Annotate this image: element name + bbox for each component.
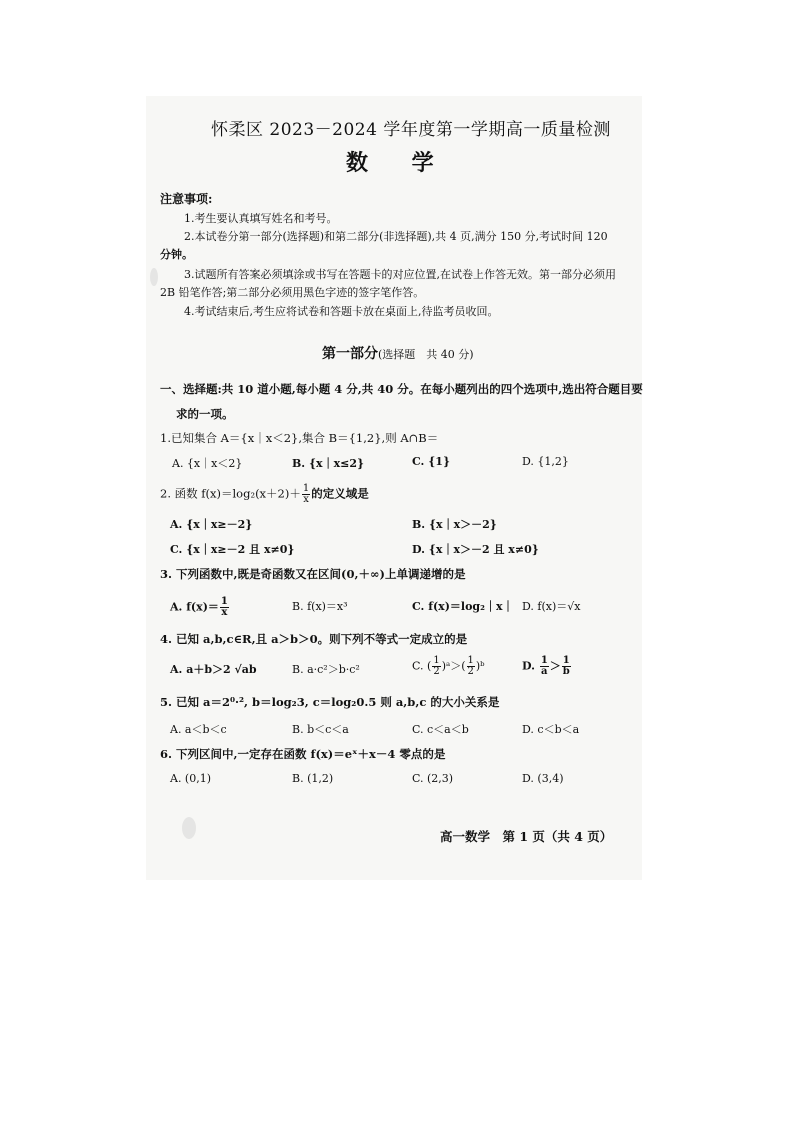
q6-option-d: D. (3,4) — [522, 772, 564, 785]
q4-stem: 4. 已知 a,b,c∈R,且 a＞b＞0。则下列不等式一定成立的是 — [160, 632, 468, 646]
q4-fraction — [432, 656, 440, 677]
q1-stem: 1.已知集合 A＝{x｜x＜2},集合 B＝{1,2},则 A∩B＝ — [160, 431, 439, 445]
q4-fraction — [467, 656, 475, 677]
fraction-numerator: 1 — [467, 655, 474, 666]
section-heading — [322, 343, 474, 363]
q5-option-a: A. a＜b＜c — [170, 723, 227, 736]
section-title: 第一部分 — [322, 346, 378, 362]
q2-option-c: C. {x｜x≥－2 且 x≠0} — [170, 543, 295, 556]
q2-stem — [160, 484, 369, 505]
notice-heading: 注意事项: — [160, 192, 213, 206]
q4-option-d — [522, 656, 572, 677]
subject-title: 数 学 — [346, 150, 452, 176]
notice-item: 1.考生要认真填写姓名和考号。 — [184, 212, 338, 225]
q2-stem-text: 的定义域是 — [311, 486, 369, 501]
scan-smudge — [150, 268, 158, 286]
q4-option-a: A. a＋b＞2 √ab — [170, 663, 257, 676]
fraction-denominator: x — [221, 607, 228, 618]
q2-stem-text: 2. 函数 f(x)＝log₂(x＋2)＋ — [160, 486, 301, 501]
q4-option-c-text: )ᵃ＞( — [441, 659, 466, 673]
q1-option-c: C. {1} — [412, 455, 451, 468]
q3-option-c: C. f(x)＝log₂｜x｜ — [412, 600, 514, 613]
fraction-numerator: 1 — [540, 655, 548, 666]
section-note: (选择题 共 40 分) — [378, 348, 474, 361]
q4-fraction — [540, 656, 549, 677]
q6-stem: 6. 下列区间中,一定存在函数 f(x)＝eˣ＋x－4 零点的是 — [160, 747, 446, 761]
scan-smudge — [182, 817, 196, 839]
q3-option-a-text: A. f(x)＝ — [170, 600, 219, 614]
fraction-numerator: 1 — [220, 596, 228, 607]
q5-stem: 5. 已知 a＝2⁰·², b＝log₂3, c＝log₂0.5 则 a,b,c 的大小关系是 — [160, 695, 500, 709]
q6-option-c: C. (2,3) — [412, 772, 454, 785]
q1-option-b: B. {x｜x≤2} — [292, 457, 365, 470]
q3-fraction — [220, 597, 229, 618]
notice-item: 分钟。 — [160, 248, 193, 261]
q5-option-b: B. b＜c＜a — [292, 723, 349, 736]
q2-option-a: A. {x｜x≥－2} — [170, 518, 253, 531]
notice-item: 3.试题所有答案必须填涂或书写在答题卡的对应位置,在试卷上作答无效。第一部分必须用 — [184, 268, 616, 281]
instructions-line: 一、选择题:共 10 道小题,每小题 4 分,共 40 分。在每小题列出的四个选项中,选出符合题目要 — [160, 382, 643, 396]
q3-option-b: B. f(x)＝x³ — [292, 600, 348, 613]
fraction-numerator: 1 — [302, 483, 310, 494]
q6-option-b: B. (1,2) — [292, 772, 334, 785]
instructions-line: 求的一项。 — [176, 407, 234, 421]
q4-option-c-text: C. ( — [412, 659, 432, 673]
q1-option-d: D. {1,2} — [522, 455, 569, 468]
q4-option-d-text: ＞ — [549, 659, 561, 673]
fraction-denominator: a — [541, 666, 548, 677]
fraction-denominator: 2 — [467, 666, 474, 677]
q3-stem: 3. 下列函数中,既是奇函数又在区间(0,＋∞)上单调递增的是 — [160, 567, 466, 581]
exam-title: 怀柔区 2023－2024 学年度第一学期高一质量检测 — [211, 120, 611, 140]
q4-option-b: B. a·c²＞b·c² — [292, 663, 360, 676]
q4-option-d-text: D. — [522, 659, 539, 673]
fraction-denominator: b — [562, 666, 570, 677]
notice-item: 2B 铅笔作答;第二部分必须用黑色字迹的签字笔作答。 — [160, 286, 425, 299]
q1-option-a: A. {x｜x＜2} — [172, 457, 243, 470]
q2-fraction — [302, 484, 310, 505]
q5-option-d: D. c＜b＜a — [522, 723, 580, 736]
q4-fraction — [562, 656, 571, 677]
fraction-numerator: 1 — [562, 655, 570, 666]
q2-option-b: B. {x｜x＞－2} — [412, 518, 497, 531]
fraction-denominator: 2 — [433, 666, 440, 677]
fraction-numerator: 1 — [433, 655, 440, 666]
notice-item: 2.本试卷分第一部分(选择题)和第二部分(非选择题),共 4 页,满分 150 分,考试时间 120 — [184, 230, 608, 243]
q4-option-c — [412, 656, 485, 677]
q3-option-d: D. f(x)＝√x — [522, 600, 581, 613]
q6-option-a: A. (0,1) — [170, 772, 212, 785]
q3-option-a — [170, 597, 230, 618]
notice-item: 4.考试结束后,考生应将试卷和答题卡放在桌面上,待监考员收回。 — [184, 305, 499, 318]
q5-option-c: C. c＜a＜b — [412, 723, 469, 736]
q4-option-c-text: )ᵇ — [475, 659, 485, 673]
fraction-denominator: x — [303, 494, 309, 505]
q2-option-d: D. {x｜x＞－2 且 x≠0} — [412, 543, 539, 556]
page-footer: 高一数学 第 1 页（共 4 页） — [440, 829, 613, 844]
